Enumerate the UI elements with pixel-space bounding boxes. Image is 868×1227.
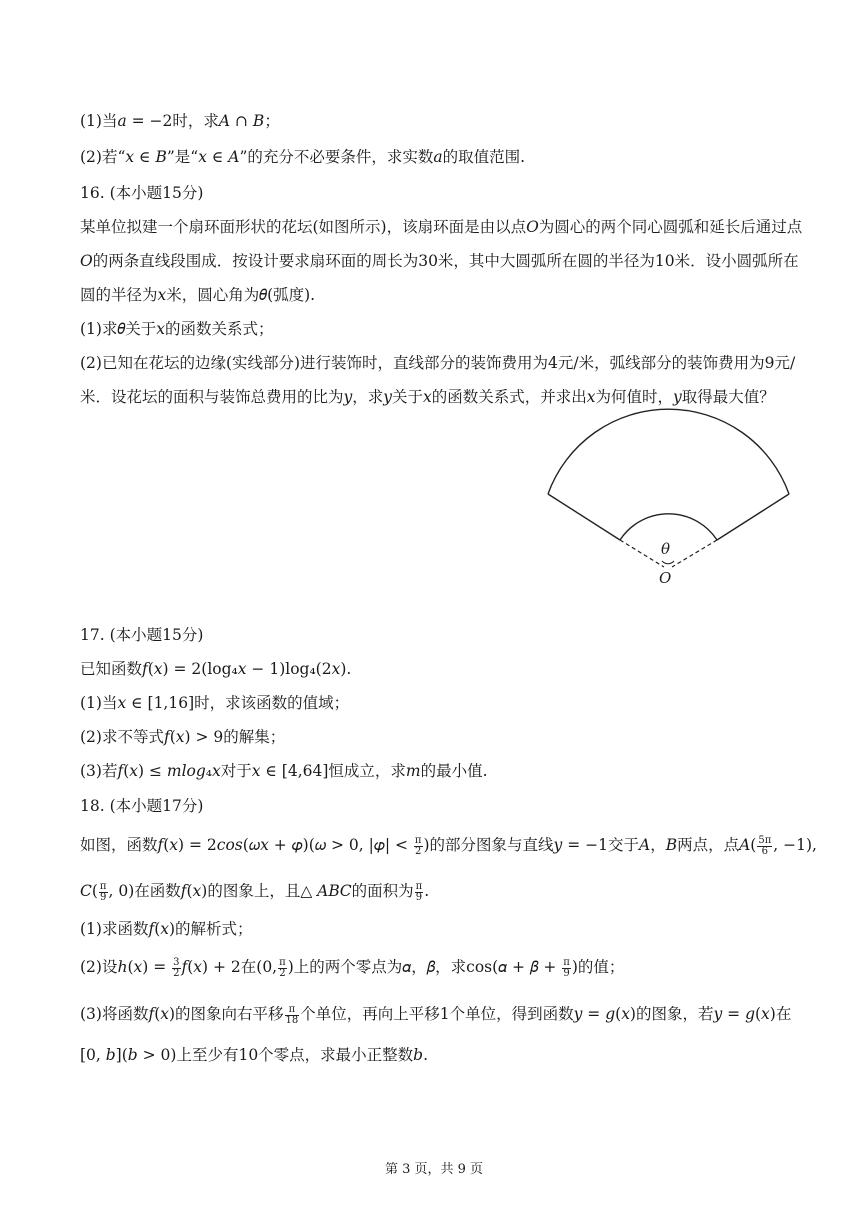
sector-ring-figure	[0, 0, 868, 600]
page-footer: 第 3 页，共 9 页	[384, 1162, 484, 1177]
small-arc	[620, 514, 717, 540]
q17-part3: (3)若𝑓(𝑥) ≤ 𝑚𝑙𝑜𝑔₄𝑥对于𝑥 ∈ [4,64]恒成立，求𝑚的最小值.	[80, 762, 488, 780]
q17-part2: (2)求不等式𝑓(𝑥) > 9的解集；	[80, 728, 286, 746]
q16-text-line3: 圆的半径为𝑥米，圆心角为𝜃(弧度).	[80, 286, 316, 304]
angle-mark	[662, 561, 674, 564]
q18-part3-line1: (3)将函数𝑓(𝑥)的图象向右平移 $\frac{\pi}{18}$ 个单位，再向上平移1个单位，得到函数𝑦 = 𝑔(𝑥)的图象，若𝑦 = 𝑔(𝑥)在	[80, 1003, 792, 1026]
q16-text-line2: 𝑂的两条直线段围成．按设计要求扇环面的周长为30米，其中大圆弧所在圆的半径为10米．设小圆弧所在	[80, 252, 799, 270]
q15-part1: (1)当𝑎 = −2时，求𝐴 ∩ 𝐵；	[80, 112, 280, 130]
q17-heading: 17. (本小题15分)	[80, 626, 204, 644]
q17-part1: (1)当𝑥 ∈ [1,16]时，求该函数的值域；	[80, 694, 350, 712]
q15-part2: (2)若“𝑥 ∈ 𝐵”是“𝑥 ∈ 𝐴”的充分不必要条件，求实数𝑎的取值范围.	[80, 148, 526, 166]
q18-heading: 18. (本小题17分)	[80, 797, 204, 815]
q16-part2-line1: (2)已知在花坛的边缘(实线部分)进行装饰时，直线部分的装饰费用为4元/米，弧线部分的装饰费用为9元/	[80, 354, 796, 372]
q16-part2-line2: 米．设花坛的面积与装饰总费用的比为𝑦，求𝑦关于𝑥的函数关系式，并求出𝑥为何值时，𝑦取得最大值？	[80, 388, 775, 406]
q17-text: 已知函数𝑓(𝑥) = 2(log₄𝑥 − 1)log₄(2𝑥).	[80, 660, 352, 678]
q18-part2: (2)设ℎ(𝑥) = $\frac{3}{2}$ 𝑓(𝑥) + 2在(0, $\frac{\pi}{2}$ )上的两个零点为𝛼，𝛽，求cos(𝛼 + 𝛽 + $\frac{\pi}{9}$ )的值；	[80, 956, 625, 979]
q18-part3-line2: [0, 𝑏](𝑏 > 0)上至少有10个零点，求最小正整数𝑏.	[80, 1046, 429, 1064]
q16-heading: 16. (本小题15分)	[80, 184, 204, 202]
origin-label: O	[659, 569, 672, 587]
q18-text-line2: 𝐶( $\frac{\pi}{9}$ , 0)在函数𝑓(𝑥)的图象上，且△ 𝐴𝐵𝐶的面积为 $\frac{\pi}{9}$ .	[80, 880, 430, 903]
q16-part1: (1)求𝜃关于𝑥的函数关系式；	[80, 320, 274, 338]
left-dashed	[620, 540, 664, 567]
q16-text-line1: 某单位拟建一个扇环面形状的花坛(如图所示)，该扇环面是由以点𝑂为圆心的两个同心圆弧和延长后通过点	[80, 218, 803, 236]
right-edge	[717, 494, 789, 540]
right-dashed	[672, 540, 717, 567]
large-arc	[548, 409, 789, 494]
q18-part1: (1)求函数𝑓(𝑥)的解析式；	[80, 920, 253, 938]
theta-label: θ	[661, 540, 671, 558]
q18-text-line1: 如图，函数𝑓(𝑥) = 2𝑐𝑜𝑠(𝜔𝑥 + 𝜑)(𝜔 > 0, |𝜑| < $\frac{\pi}{2}$ )的部分图象与直线𝑦 = −1交于𝐴，𝐵两点，点𝐴( $\frac{5\pi}{6}$ , −1),	[80, 834, 817, 857]
left-edge	[548, 494, 620, 540]
